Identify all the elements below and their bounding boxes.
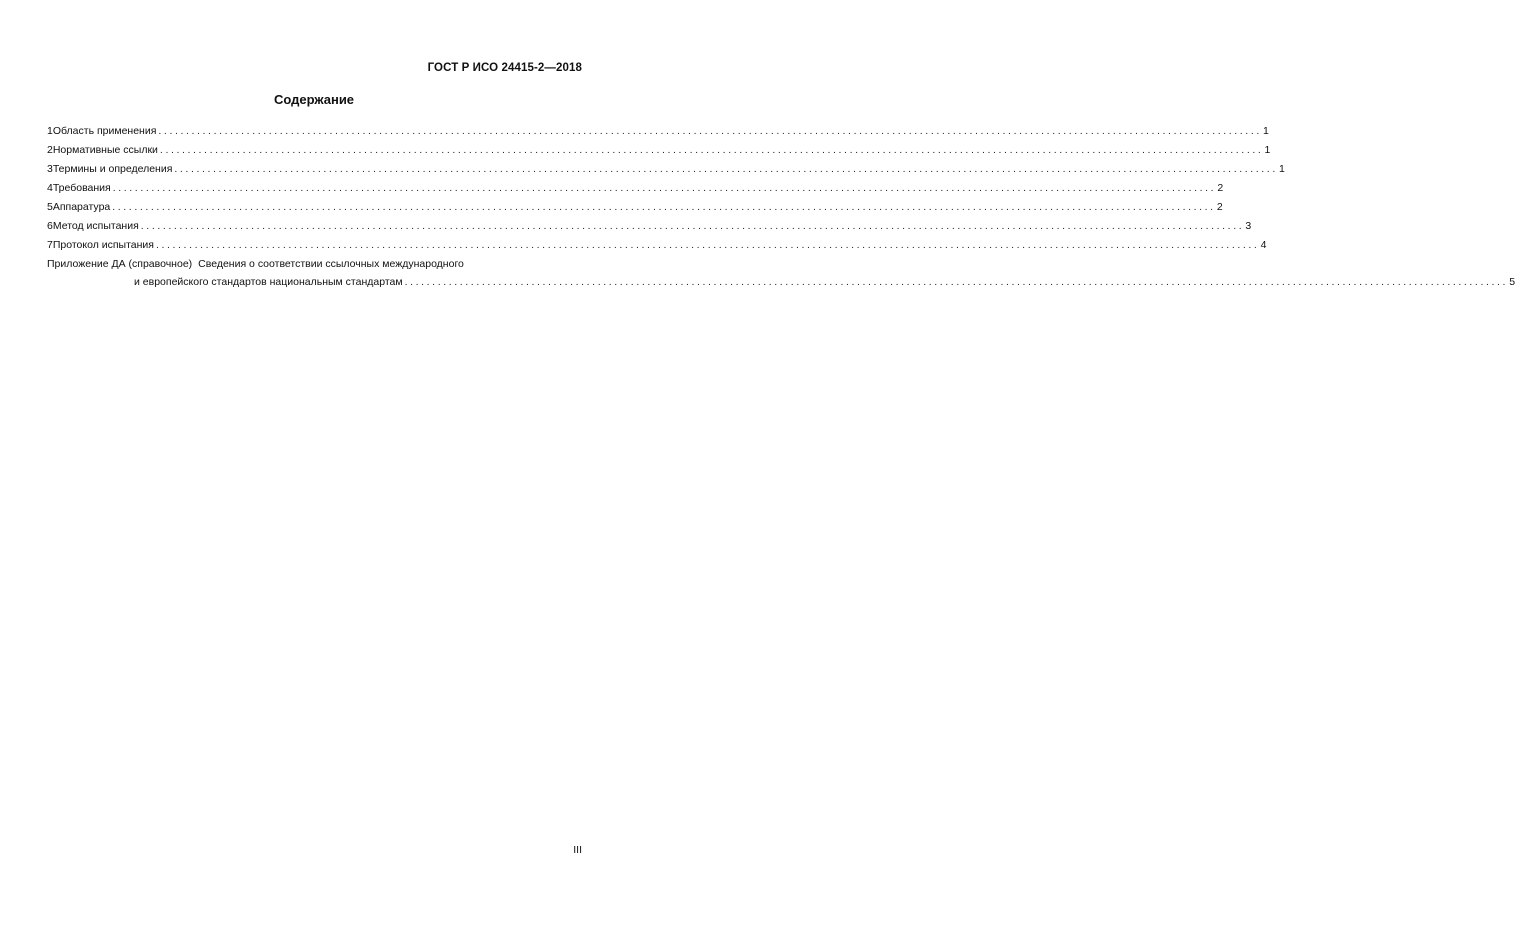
toc-item-label: Протокол испытания bbox=[52, 239, 154, 251]
toc-item-page: 4 bbox=[1260, 239, 1267, 251]
annex-first-line bbox=[47, 255, 576, 273]
toc-item-number: 1 bbox=[47, 125, 53, 137]
annex-title-line2: и европейского стандартов национальным стандартам bbox=[134, 276, 403, 288]
toc-item[interactable] bbox=[47, 198, 1223, 217]
toc-leader-dots: ........................................................................................................................................................................................................ bbox=[174, 163, 1278, 175]
toc-item[interactable] bbox=[47, 160, 1285, 179]
toc-item-label: Аппаратура bbox=[52, 201, 111, 213]
toc-item[interactable] bbox=[47, 179, 1224, 198]
toc-title: Содержание bbox=[273, 92, 355, 107]
toc-annex-item[interactable] bbox=[47, 255, 1515, 291]
toc-leader-dots: ........................................................................................................................................................................................................ bbox=[112, 182, 1217, 194]
toc-item-page: 2 bbox=[1217, 182, 1224, 194]
toc-leader-dots: ........................................................................................................................................................................................................ bbox=[140, 220, 1245, 232]
document-code: ГОСТ Р ИСО 24415-2—2018 bbox=[427, 62, 582, 74]
toc-item-page: 2 bbox=[1216, 201, 1223, 213]
toc-item-label: Нормативные ссылки bbox=[52, 144, 158, 156]
page-number: III bbox=[573, 844, 582, 856]
toc-item-number: 7 bbox=[47, 239, 53, 251]
toc-item-number: 2 bbox=[47, 144, 53, 156]
toc-item[interactable] bbox=[47, 122, 1269, 141]
toc-item-label: Метод испытания bbox=[52, 220, 139, 232]
toc-item-page: 1 bbox=[1279, 163, 1285, 175]
toc-item-label: Термины и определения bbox=[52, 163, 173, 175]
toc-item-number: 5 bbox=[47, 201, 53, 213]
toc-item-number: 3 bbox=[47, 163, 53, 175]
toc-item[interactable] bbox=[47, 236, 1267, 255]
annex-second-line bbox=[47, 273, 1515, 291]
toc-item[interactable] bbox=[47, 141, 1271, 160]
toc-item-page: 1 bbox=[1264, 144, 1271, 156]
toc-item-label: Область применения bbox=[52, 125, 157, 137]
annex-prefix: Приложение ДА (справочное) bbox=[47, 258, 193, 270]
toc-leader-dots: ........................................................................................................................................................................................................ bbox=[155, 239, 1260, 251]
toc-leader-dots: ........................................................................................................................................................................................................ bbox=[112, 201, 1216, 213]
toc-leader-dots: ........................................................................................................................................................................................................ bbox=[158, 125, 1262, 137]
annex-title-line1: Сведения о соответствии ссылочных международного bbox=[198, 258, 464, 270]
toc-item-number: 4 bbox=[47, 182, 53, 194]
toc-item-page: 3 bbox=[1245, 220, 1252, 232]
toc-item-number: 6 bbox=[47, 220, 53, 232]
annex-page: 5 bbox=[1509, 276, 1515, 288]
toc-item-label: Требования bbox=[52, 182, 111, 194]
toc-item[interactable] bbox=[47, 217, 1252, 236]
toc-leader-dots: ........................................................................................................................................................................................................ bbox=[159, 144, 1264, 156]
toc-leader-dots: ........................................................................................................................................................................................................ bbox=[404, 276, 1509, 288]
toc-item-page: 1 bbox=[1263, 125, 1269, 137]
table-of-contents bbox=[47, 122, 1515, 291]
